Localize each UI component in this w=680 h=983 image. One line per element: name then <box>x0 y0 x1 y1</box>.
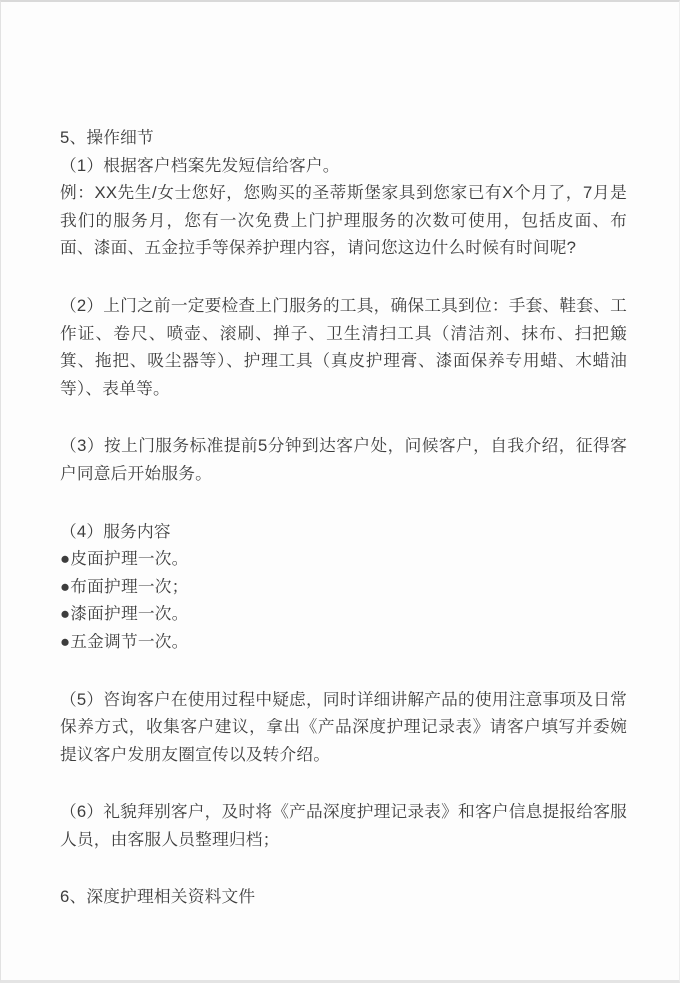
service-items-list <box>60 545 627 655</box>
section-5-heading: 5、操作细节 <box>60 128 154 147</box>
step-6-text: （6）礼貌拜别客户，及时将《产品深度护理记录表》和客户信息提报给客服人员，由客服人员整理归档； <box>60 802 627 849</box>
document-content <box>60 124 627 911</box>
service-item-hardware: ●五金调节一次。 <box>60 631 189 651</box>
step-4-heading: （4）服务内容 <box>60 521 171 541</box>
service-item-paint: ●漆面护理一次。 <box>60 604 189 624</box>
section-6-heading: 6、深度护理相关资料文件 <box>60 887 256 907</box>
step-3-text: （3）按上门服务标准提前5分钟到达客户处，问候客户，自我介绍，征得客户同意后开始服务。 <box>60 436 627 483</box>
service-item-fabric: ●布面护理一次； <box>60 576 189 596</box>
step-2-text: （2）上门之前一定要检查上门服务的工具，确保工具到位：手套、鞋套、工作证、卷尺、喷壶、滚刷、掸子、卫生清扫工具（清洁剂、抹布、扫把簸箕、拖把、吸尘器等）、护理工具（真皮护理膏、漆面保养专用蜡、木蜡油等）、表单等。 <box>60 295 627 398</box>
service-item-leather: ●皮面护理一次。 <box>60 549 189 569</box>
sms-example-text: 例：XX先生/女士您好，您购买的圣蒂斯堡家具到您家已有X个月了，7月是我们的服务月，您有一次免费上门护理服务的次数可使用，包括皮面、布面、漆面、五金拉手等保养护理内容，请问您这边什么时候有时间呢? <box>60 183 627 258</box>
step-5-text: （5）咨询客户在使用过程中疑虑，同时详细讲解产品的使用注意事项及日常保养方式，收集客户建议，拿出《产品深度护理记录表》请客户填写并委婉提议客户发朋友圈宣传以及转介绍。 <box>60 689 627 764</box>
step-1-text: （1）根据客户档案先发短信给客户。 <box>60 155 340 175</box>
